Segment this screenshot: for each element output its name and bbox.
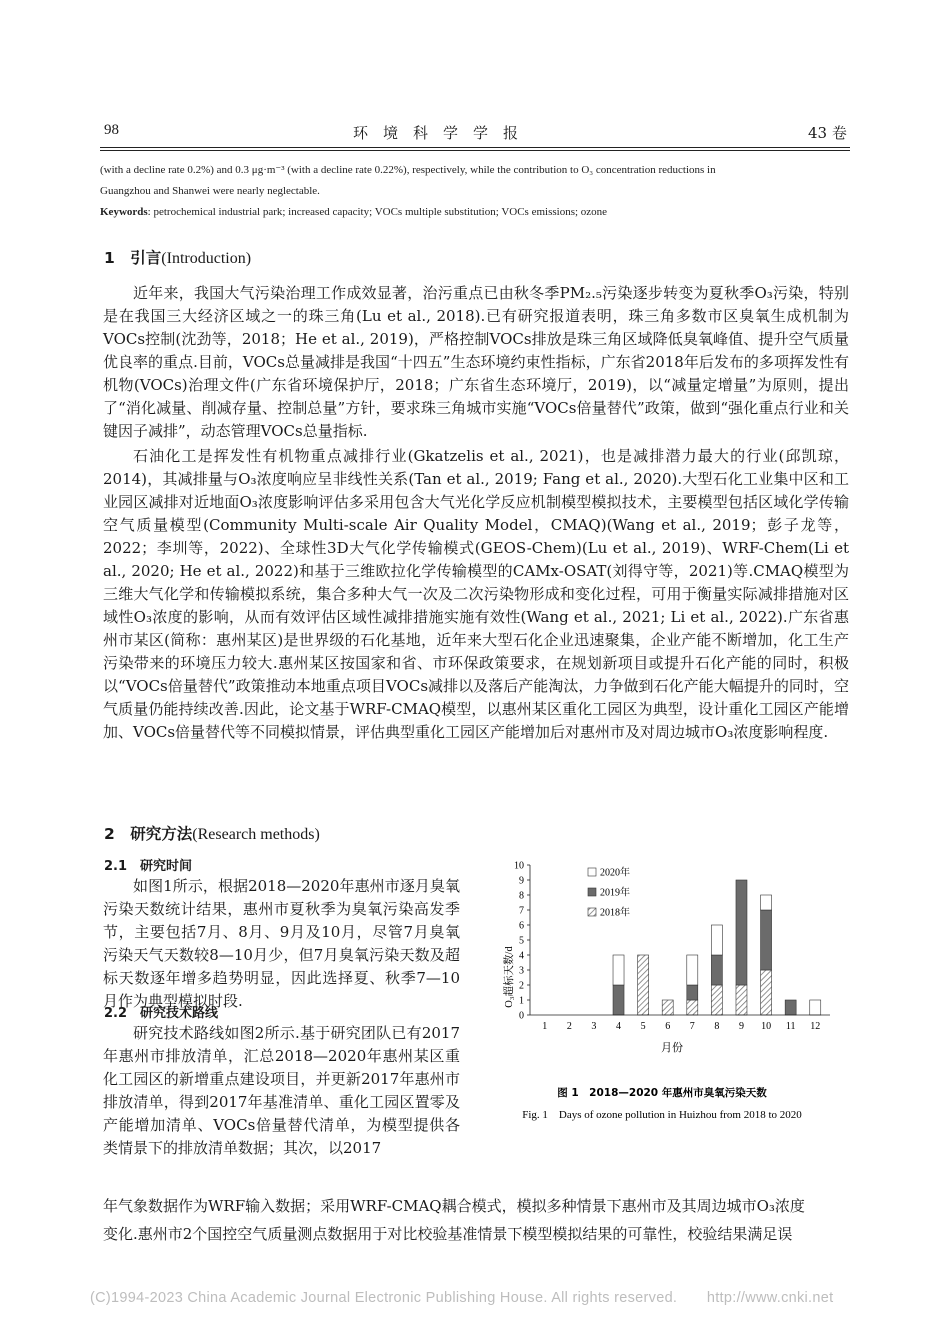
subsection-2-2-body — [103, 1022, 460, 1160]
header-rule-thin — [100, 150, 850, 151]
header-rule — [100, 147, 850, 148]
chart-x-tick-label: 8 — [714, 1021, 720, 1032]
chart-legend-label: 2018年 — [600, 907, 630, 919]
chart-bar-2020年-month-7 — [687, 955, 698, 985]
chart-x-tick-label: 11 — [785, 1021, 796, 1032]
chart-y-tick-label: 3 — [519, 965, 524, 977]
chart-x-tick-label: 10 — [761, 1021, 772, 1032]
chart-bar-2020年-month-12 — [810, 1000, 821, 1015]
chart-bar-2018年-month-6 — [662, 1000, 673, 1015]
chart-legend-label: 2019年 — [600, 887, 630, 899]
subsection-2-1-heading: 2.1 研究时间 — [104, 859, 193, 874]
chart-y-tick-label: 2 — [519, 980, 524, 992]
chart-bar-2020年-month-10 — [761, 895, 772, 910]
abstract-line-2: Guangzhou and Shanwei were nearly neglectable. — [100, 185, 320, 197]
chart-bar-2019年-month-4 — [613, 985, 624, 1015]
chart-y-tick-label: 7 — [519, 905, 524, 917]
chart-x-tick-label: 1 — [542, 1021, 548, 1032]
subsection-2-2-text: 研究技术路线如图2所示.基于研究团队已有2017年惠州市排放清单，汇总2018—2020年惠州某区重化工园区的新增重点建设项目，并更新2017年惠州市排放清单，得到2017年基准清单、重化工园区置零及产能增加清单、VOCs倍量替代清单，为模型提供各类情景下的排放清单数据；其次，以2017 — [103, 1024, 460, 1157]
chart-x-tick-label: 4 — [616, 1021, 622, 1032]
chart-bar-2018年-month-10 — [761, 970, 772, 1015]
chart-bar-2019年-month-9 — [736, 880, 747, 985]
chart-y-tick-label: 4 — [519, 950, 524, 962]
section-1-heading-cn: 1 引言 — [104, 249, 162, 267]
chart-legend-swatch — [588, 888, 596, 896]
chart-x-tick-label: 6 — [665, 1021, 671, 1032]
ozone-days-chart — [490, 855, 850, 1125]
journal-title: 环 境 科 学 学 报 — [353, 124, 519, 142]
section-2-heading-cn: 2 研究方法 — [104, 825, 193, 843]
chart-x-tick-label: 3 — [591, 1021, 597, 1032]
chart-bar-2019年-month-10 — [761, 910, 772, 970]
section-2-heading — [104, 822, 320, 844]
copyright-footer: (C)1994-2023 China Academic Journal Electronic Publishing House. All rights reserved. http://www.cnki.net — [90, 1290, 834, 1306]
chart-legend-swatch — [588, 908, 596, 916]
chart-bar-2019年-month-7 — [687, 985, 698, 1000]
chart-y-tick-label: 8 — [519, 890, 524, 902]
chart-x-tick-label: 2 — [566, 1021, 572, 1032]
chart-legend-swatch — [588, 868, 596, 876]
subsection-2-2-heading: 2.2 研究技术路线 — [104, 1006, 219, 1021]
subsection-2-2-cont-line-1: 年气象数据作为WRF输入数据；采用WRF-CMAQ耦合模式，模拟多种情景下惠州市及其周边城市O₃浓度 — [103, 1197, 805, 1215]
chart-bar-2018年-month-7 — [687, 1000, 698, 1015]
intro-paragraph-1: 近年来，我国大气污染治理工作成效显著，治污重点已由秋冬季PM₂.₅污染逐步转变为夏秋季O₃污染，特别是在我国三大经济区域之一的珠三角(Lu et al., 2018).已有研究报道表明，珠三角多数市区臭氧生成机制为VOCs控制(沈劲等，2018；He et al., 2019)，严格控制VOCs排放是珠三角区域降低臭氧峰值、提升空气质量优良率的重点.目前，VOCs总量减排是我国“十四五”生态环境约束性指标，广东省2018年后发布的多项挥发性有机物(VOCs)治理文件(广东省环境保护厅，2018；广东省生态环境厅，2019)，以“减量定增量”为原则，提出了“消化减量、削减存量、控制总量”方针，要求珠三角城市实施“VOCs倍量替代”政策，做到“强化重点行业和关键因子减排”，动态管理VOCs总量指标. — [103, 284, 849, 440]
abstract-line-1: (with a decline rate 0.2%) and 0.3 μg·m⁻³ (with a decline rate 0.22%), respectively, while the contribution to O₃ concentration reductions in — [100, 164, 716, 176]
chart-y-tick-label: 9 — [519, 875, 524, 887]
chart-bar-2018年-month-5 — [638, 955, 649, 1015]
page-number: 98 — [104, 122, 119, 138]
chart-bar-2020年-month-8 — [711, 925, 722, 955]
subsection-2-1-body — [103, 875, 460, 1013]
figure-caption-cn: 图 1 2018—2020 年惠州市臭氧污染天数 — [557, 1087, 767, 1099]
chart-bar-2020年-month-4 — [613, 955, 624, 985]
section-1-heading-en: (Introduction) — [161, 250, 252, 267]
chart-legend-label: 2020年 — [600, 867, 630, 879]
chart-bar-2019年-month-8 — [711, 955, 722, 985]
section-1-heading — [104, 246, 251, 268]
keywords-text: : petrochemical industrial park; increased capacity; VOCs multiple substitution; VOCs emissions; ozone — [147, 206, 608, 218]
section-2-heading-en: (Research methods) — [192, 826, 320, 843]
chart-bar-2018年-month-9 — [736, 985, 747, 1015]
chart-x-tick-label: 9 — [738, 1021, 744, 1032]
chart-y-tick-label: 5 — [519, 935, 524, 947]
chart-y-axis-label: O₃超标天数/d — [504, 946, 515, 1008]
keywords-line — [100, 202, 607, 223]
chart-x-axis-label: 月份 — [661, 1042, 683, 1054]
chart-x-tick-label: 7 — [689, 1021, 695, 1032]
intro-paragraph-2: 石油化工是挥发性有机物重点减排行业(Gkatzelis et al., 2021)，也是减排潜力最大的行业(邱凯琼，2014)，其减排量与O₃浓度响应呈非线性关系(Tan et al., 2019; Fang et al., 2020).大型石化工业集中区和工业园区减排对近地面O₃浓度影响评估多采用包含大气光化学反应机制模型模拟技术，主要模型包括区域化学传输空气质量模型(Community Multi-scale Air Quality Model，CMAQ)(Wang et al., 2019；彭子龙等，2022；李圳等，2022)、全球性3D大气化学传输模式(GEOS-Chem)(Lu et al., 2019)、WRF-Chem(Li et al., 2020; He et al., 2022)和基于三维欧拉化学传输模型的CAMx-OSAT(刘得守等，2021)等.CMAQ模型为三维大气化学和传输模拟系统，集合多种大气一次及二次污染物形成和变化过程，可用于衡量实际减排措施对区域性O₃浓度的影响，从而有效评估区域性减排措施实施有效性(Wang et al., 2021; Li et al., 2022).广东省惠州市某区(简称：惠州某区)是世界级的石化基地，近年来大型石化企业迅速聚集，企业产能不断增加，化工生产污染带来的环境压力较大.惠州某区按国家和省、市环保政策要求，在规划新项目或提升石化产能的同时，积极以“VOCs倍量替代”政策推动本地重点项目VOCs减排以及落后产能淘汰，力争做到石化产能大幅提升的同时，空气质量仍能持续改善.因此，论文基于WRF-CMAQ模型，以惠州某区重化工园区为典型，设计重化工园区产能增加、VOCs倍量替代等不同模拟情景，评估典型重化工园区产能增加后对惠州市及对周边城市O₃浓度影响程度. — [103, 447, 849, 741]
chart-x-tick-label: 12 — [810, 1021, 821, 1032]
keywords-label: Keywords — [100, 206, 148, 218]
chart-y-tick-label: 0 — [519, 1010, 524, 1022]
subsection-2-1-text: 如图1所示，根据2018—2020年惠州市逐月臭氧污染天数统计结果，惠州市夏秋季为臭氧污染高发季节，主要包括7月、8月、9月及10月，尽管7月臭氧污染天气天数较8—10月少，但7月臭氧污染天数及超标天数逐年增多趋势明显，因此选择夏、秋季7—10月作为典型模拟时段. — [103, 877, 460, 1010]
volume-number: 43 卷 — [808, 124, 847, 142]
section-1-body — [103, 282, 849, 744]
chart-y-tick-label: 1 — [519, 995, 524, 1007]
figure-caption-en: Fig. 1 Days of ozone pollution in Huizhou from 2018 to 2020 — [522, 1109, 802, 1121]
subsection-2-2-cont-line-2: 变化.惠州市2个国控空气质量测点数据用于对比校验基准情景下模型模拟结果的可靠性，校验结果满足误 — [103, 1225, 793, 1243]
chart-bar-2019年-month-11 — [785, 1000, 796, 1015]
chart-y-tick-label: 6 — [519, 920, 524, 932]
chart-y-tick-label: 10 — [514, 860, 524, 872]
chart-bar-2018年-month-8 — [711, 985, 722, 1015]
chart-x-tick-label: 5 — [640, 1021, 646, 1032]
